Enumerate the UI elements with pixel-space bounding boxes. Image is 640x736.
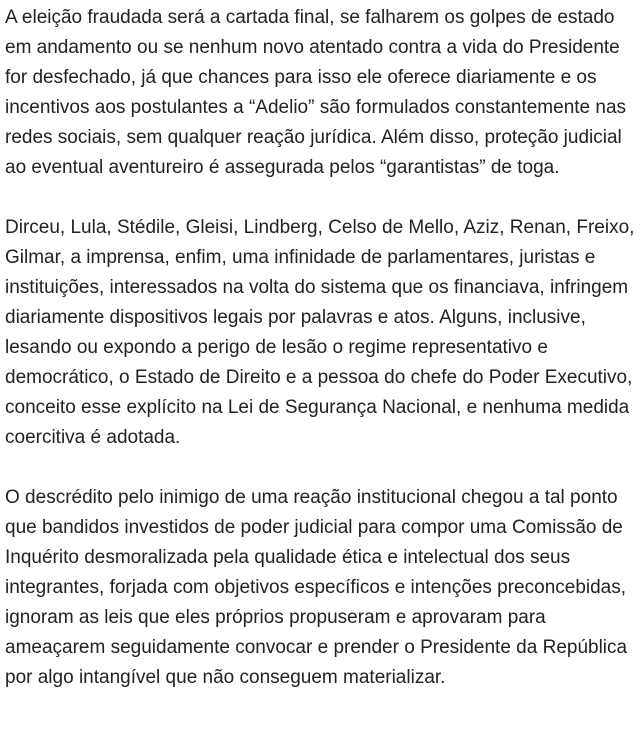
- article-paragraph-3: O descrédito pelo inimigo de uma reação institucional chegou a tal ponto que bandidos investidos de poder judicial para compor uma Comissão de Inquérito desmoralizada pela qualidade ética e intelectual dos seus integrantes, forjada com objetivos específicos e intenções preconcebidas, ignoram as leis que eles próprios propuseram e aprovaram para ameaçarem seguidamente convocar e prender o Presidente da República por algo intangível que não conseguem materializar.: [5, 487, 628, 688]
- article-paragraph-2: Dirceu, Lula, Stédile, Gleisi, Lindberg, Celso de Mello, Aziz, Renan, Freixo, Gilmar, a imprensa, enfim, uma infinidade de parlamentares, juristas e instituições, interessados na volta do sistema que os financiava, infringem diariamente dispositivos legais por palavras e atos. Alguns, inclusive, lesando ou expondo a perigo de lesão o regime representativo e democrático, o Estado de Direito e a pessoa do chefe do Poder Executivo, conceito esse explícito na Lei de Segurança Nacional, e nenhuma medida coercitiva é adotada.: [5, 217, 635, 448]
- article-paragraph-1: A eleição fraudada será a cartada final, se falharem os golpes de estado em andamento ou se nenhum novo atentado contra a vida do Presidente for desfechado, já que chances para isso ele oferece diariamente e os incentivos aos postulantes a “Adelio” são formulados constantemente nas redes sociais, sem qualquer reação jurídica. Além disso, proteção judicial ao eventual aventureiro é assegurada pelos “garantistas” de toga.: [5, 7, 627, 178]
- article-body: [5, 3, 637, 693]
